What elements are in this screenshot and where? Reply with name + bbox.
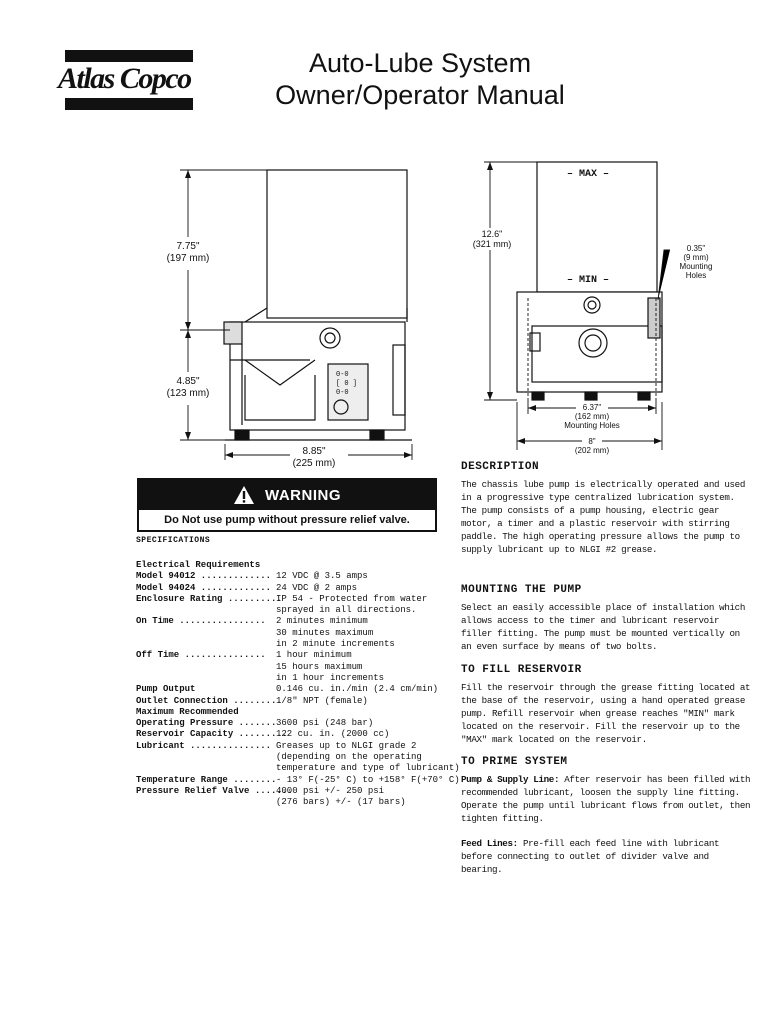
dim-text: 4.85" [176,376,200,387]
spec-key [136,785,293,797]
spec-row [136,605,460,616]
spec-row [136,594,460,605]
dim-text: 0.35" [686,244,706,253]
spec-key-label: Temperature Range ........ [136,774,277,785]
dim-text-mm: (9 mm) [683,253,709,262]
fill-section [461,664,753,746]
spec-key-label: Outlet Connection ......... [136,695,282,706]
dim-text: 6.37" [582,403,602,412]
logo-bar-bottom [65,98,193,110]
svg-text:[ 0 ]: [ 0 ] [336,380,358,388]
right-height-label [462,229,522,249]
spec-key [136,797,276,808]
spec-row [136,650,460,661]
max-mark-label: – MAX – [566,169,609,180]
spec-key-label: Off Time ............... [136,650,266,661]
spec-value: 122 cu. in. (2000 cc) [276,729,390,740]
feed-lines-label: Feed Lines: [461,838,518,849]
left-height-lower-label [158,376,218,400]
spec-value: IP 54 - Protected from water [276,593,428,604]
logo-bar-top [65,50,193,62]
spec-key-label: Lubricant ............... [136,740,272,751]
spec-section-label: Electrical Requirements [136,560,261,570]
spec-key [136,695,282,707]
dim-text: Mounting Holes [564,421,620,430]
spec-key [136,718,276,729]
warning-header [139,480,435,510]
spec-key [136,628,276,639]
specifications-list [136,560,460,809]
mounting-heading: MOUNTING THE PUMP [461,584,582,596]
spec-value: 1/8" NPT (female) [276,695,368,706]
spec-row [136,571,460,582]
page-title-line1: Auto-Lube System [308,48,532,78]
spec-value: 30 minutes maximum [276,627,374,638]
spec-key [136,707,276,718]
spec-key-label: Enclosure Rating .......... [136,593,282,604]
fill-text: Fill the reservoir through the grease fitting located at the base of the reservoir, using a hand operated grease pump. Refill reservoir when grease reaches "MIN" mark located on the reservoir. Fill the reservoir up to the "MAX" mark located on the reservoir. [461,682,751,745]
spec-row [136,662,460,673]
spec-value: 1 hour minimum [276,650,352,661]
spec-key [136,593,282,605]
dim-text: 8.85" [302,446,326,457]
spec-key-label: Maximum Recommended [136,706,239,717]
hole-size-label [670,244,722,280]
spec-row [136,707,460,718]
warning-heading: WARNING [265,486,341,504]
spec-value: 15 hours maximum [276,661,363,672]
warning-triangle-icon [233,485,255,505]
spec-row [136,729,460,740]
spec-key [136,650,276,661]
spec-key [136,662,276,673]
dim-text: 7.75" [176,241,200,252]
spec-key-label: Reservoir Capacity ......... [136,729,288,740]
spec-row [136,639,460,650]
spec-row [136,763,460,774]
overall-width-label [562,437,622,455]
min-mark-label: – MIN – [566,275,609,286]
description-text: The chassis lube pump is electrically operated and used in a progressive type centralized lubrication system. The pump consists of a pump housing, electric gear motor, a timer and a plastic reservoir with stirring paddle. The high operating pressure allows the pump to supply lubricant up to NLGI #2 grease. [461,479,745,555]
spec-row [136,696,460,707]
spec-row [136,718,460,729]
spec-value: 3600 psi (248 bar) [276,718,374,729]
spec-value: 24 VDC @ 2 amps [276,582,358,593]
spec-key [136,616,276,627]
atlas-copco-logo: Atlas Copco [58,62,191,95]
dim-text-mm: (162 mm) [574,412,610,421]
spec-value: sprayed in all directions. [276,605,417,616]
dim-text-mm: (321 mm) [472,239,512,249]
prime-section [461,756,753,876]
dim-text: Holes [685,271,707,280]
spec-value: Greases up to NLGI grade 2 [276,740,417,751]
spec-key [136,639,276,650]
feed-lines-text: Pre-fill each feed line with lubricant before connecting to outlet of divider valve and bearing. [461,838,720,875]
dim-text: 12.6" [481,229,503,239]
spec-value: 0.146 cu. in./min (2.4 cm/min) [276,684,439,695]
spec-value: 4000 psi +/- 250 psi [276,785,385,796]
specifications-title: SPECIFICATIONS [136,536,211,545]
spec-key [136,583,276,594]
spec-key [136,673,276,684]
spec-row [136,786,460,797]
dim-text-mm: (197 mm) [166,253,210,264]
spec-key [136,741,276,752]
spec-key-label: Pump Output [136,684,196,695]
left-width-label [284,446,344,470]
supply-line-text: After reservoir has been filled with recommended lubricant, loosen the supply line fitting. Operate the pump until lubricant flows from outlet, then tighten fitting. [461,774,751,824]
spec-value: (276 bars) +/- (17 bars) [276,797,406,808]
spec-value: in 1 hour increments [276,672,385,683]
spec-key [136,571,276,582]
dim-text: 8" [588,437,596,446]
spec-key-label: Operating Pressure ....... [136,718,277,729]
mounting-text: Select an easily accessible place of installation which allows access to the timer and lubricant reservoir filler fitting. The pump must be mounted vertically on an even surface by means of two bolts. [461,602,745,652]
spec-key [136,684,276,695]
spec-row [136,797,460,808]
svg-text:0-0: 0-0 [336,371,349,379]
spec-value: in 2 minute increments [276,639,395,650]
spec-row [136,673,460,684]
dim-text-mm: (123 mm) [166,388,210,399]
spec-row [136,628,460,639]
spec-value: temperature and type of lubricant) [276,763,460,774]
prime-feed-text [461,837,753,876]
page-title-line2: Owner/Operator Manual [275,80,565,110]
svg-text:0-0: 0-0 [336,389,349,397]
dim-text-mm: (202 mm) [574,446,610,455]
left-height-upper-label [158,241,218,265]
supply-line-label: Pump & Supply Line: [461,774,560,785]
warning-box [137,478,437,532]
fill-heading: TO FILL RESERVOIR [461,664,582,676]
description-heading: DESCRIPTION [461,461,540,473]
spec-key [136,775,276,786]
spec-key [136,763,276,774]
spec-value: (depending on the operating [276,752,422,763]
spec-key [136,729,288,740]
mounting-width-label [552,403,632,430]
spec-value: - 13° F(-25° C) to +158° F(+70° C) [276,774,460,785]
spec-row [136,616,460,627]
spec-row [136,741,460,752]
pump-side-view-drawing [150,160,420,470]
spec-key-label: Pressure Relief Valve ....... [136,785,293,796]
spec-value: 12 VDC @ 3.5 amps [276,571,368,582]
warning-text: Do Not use pump without pressure relief valve. [164,514,410,526]
spec-key-label: Model 94024 ............. [136,582,272,593]
dim-text: Mounting [679,262,713,271]
mounting-section [461,584,753,653]
spec-key-label: On Time ................ [136,616,266,627]
spec-value: 2 minutes minimum [276,616,368,627]
spec-key [136,752,276,763]
prime-supply-text [461,773,753,825]
spec-key [136,605,276,616]
spec-row [136,752,460,763]
spec-row [136,775,460,786]
spec-section [136,560,460,571]
spec-row [136,684,460,695]
dim-text-mm: (225 mm) [292,458,336,469]
spec-row [136,583,460,594]
prime-heading: TO PRIME SYSTEM [461,756,568,768]
spec-key-label: Model 94012 ............. [136,571,272,582]
description-section [461,461,753,556]
